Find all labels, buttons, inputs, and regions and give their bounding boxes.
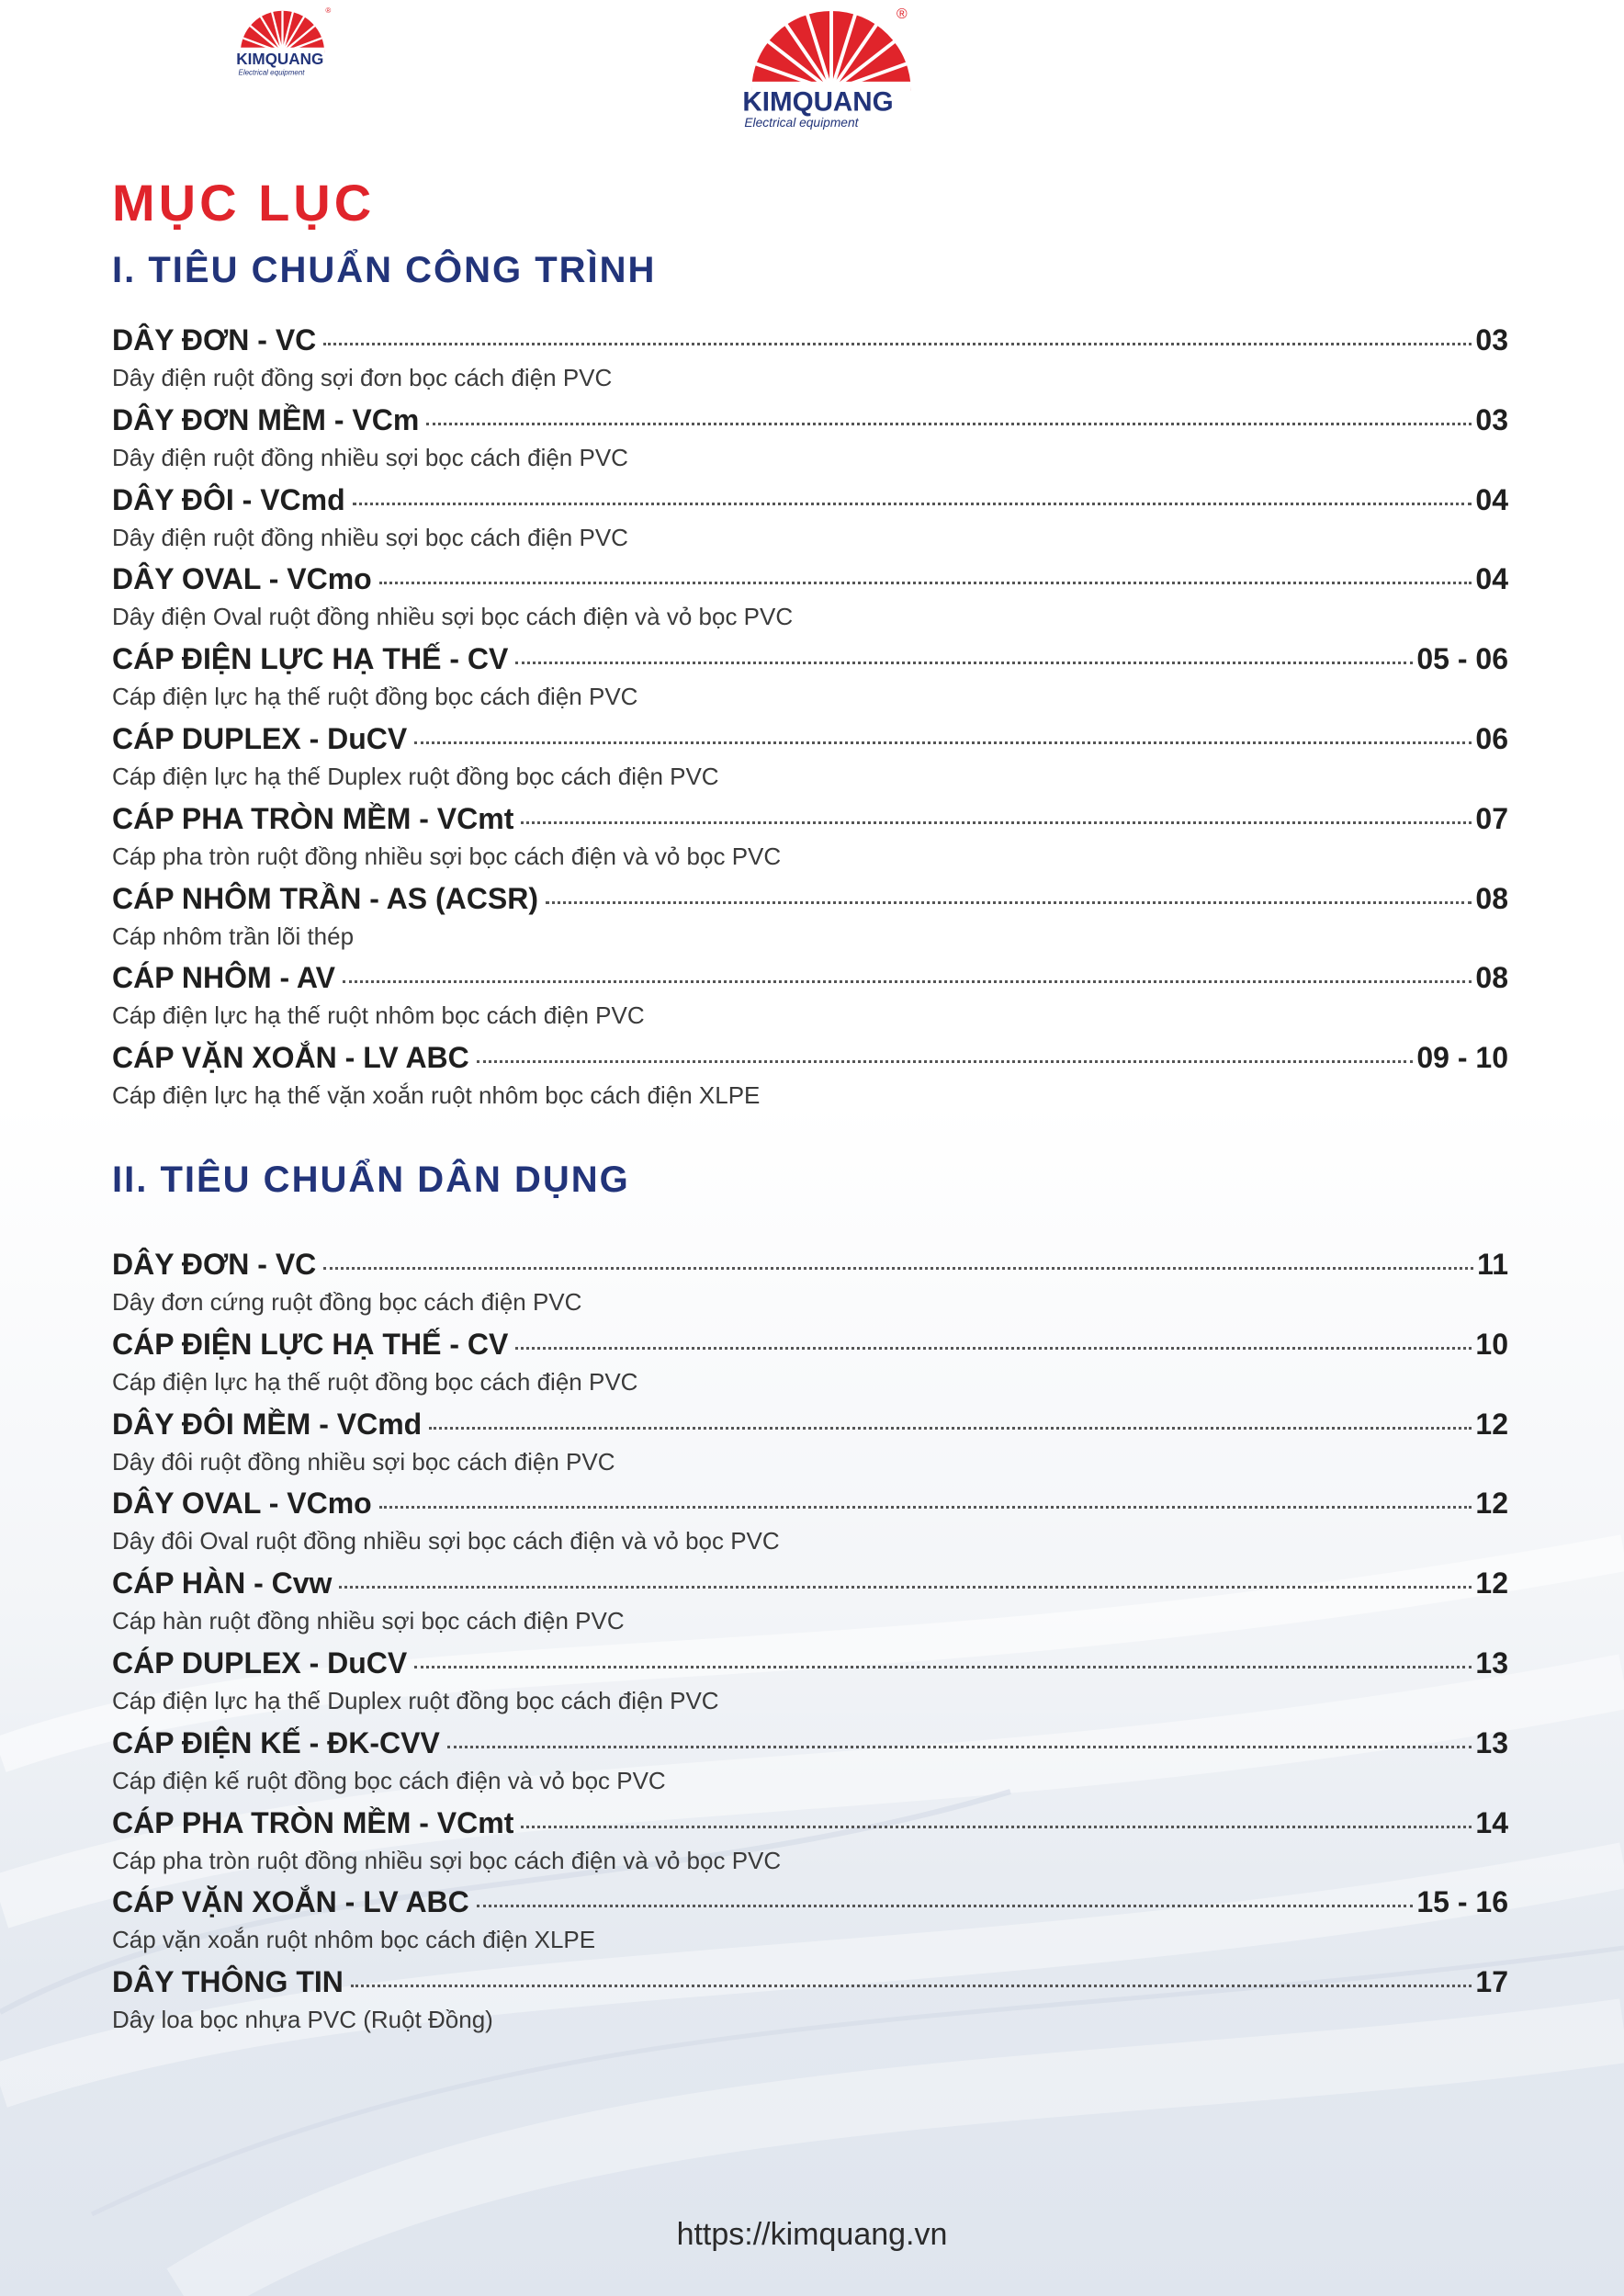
entry-page-number: 12	[1475, 1487, 1508, 1521]
dot-leader	[477, 1905, 1414, 1907]
toc-entry[interactable]	[112, 403, 1508, 483]
entry-description: Dây điện Oval ruột đồng nhiều sợi bọc cách điện và vỏ bọc PVC	[112, 603, 794, 631]
entry-page-number: 12	[1475, 1566, 1508, 1600]
dot-leader	[353, 503, 1472, 505]
entry-title: CÁP PHA TRÒN MỀM - VCmt	[112, 801, 514, 835]
toc-entry[interactable]	[112, 961, 1508, 1041]
section-title-dan-dung: II. TIÊU CHUẨN DÂN DỤNG	[112, 1159, 630, 1200]
entry-title: CÁP NHÔM TRẦN - AS (ACSR)	[112, 881, 538, 915]
entry-page-number: 09 - 10	[1416, 1041, 1508, 1075]
entry-description: Cáp điện lực hạ thế ruột đồng bọc cách điện PVC	[112, 683, 638, 711]
kimquang-logo-small	[230, 6, 335, 79]
toc-entry[interactable]	[112, 1328, 1508, 1408]
entry-title: CÁP DUPLEX - DuCV	[112, 721, 408, 755]
entry-description: Dây điện ruột đồng nhiều sợi bọc cách điện PVC	[112, 523, 628, 551]
entry-title: DÂY ĐÔI MỀM - VCmd	[112, 1407, 423, 1441]
entry-description: Cáp vặn xoắn ruột nhôm bọc cách điện XLPE	[112, 1926, 596, 1954]
entry-description: Dây đơn cứng ruột đồng bọc cách điện PVC	[112, 1288, 582, 1316]
toc-entry[interactable]	[112, 802, 1508, 882]
logo-wordmark: KIMQUANG	[236, 49, 324, 68]
toc-entry[interactable]	[112, 1646, 1508, 1726]
logo-tagline: Electrical equipment	[238, 68, 305, 77]
entry-title: DÂY ĐƠN - VC	[112, 1248, 317, 1281]
entry-page-number: 12	[1475, 1407, 1508, 1441]
dot-leader	[429, 1427, 1472, 1430]
entry-page-number: 13	[1475, 1646, 1508, 1680]
section-title-cong-trinh: I. TIÊU CHUẨN CÔNG TRÌNH	[112, 250, 657, 290]
entry-description: Cáp điện lực hạ thế vặn xoắn ruột nhôm bọc cách điện XLPE	[112, 1081, 761, 1110]
toc-entry[interactable]	[112, 483, 1508, 563]
dot-leader	[379, 582, 1472, 584]
toc-entry[interactable]	[112, 1487, 1508, 1566]
dot-leader	[323, 1267, 1473, 1270]
logo-tagline: Electrical equipment	[744, 116, 859, 130]
entry-description: Cáp điện lực hạ thế Duplex ruột đồng bọc cách điện PVC	[112, 1686, 719, 1714]
toc-entry[interactable]	[112, 642, 1508, 722]
toc-entry[interactable]	[112, 1726, 1508, 1806]
dot-leader	[515, 662, 1413, 664]
entry-description: Dây điện ruột đồng sợi đơn bọc cách điện PVC	[112, 364, 613, 391]
entry-page-number: 03	[1475, 323, 1508, 356]
entry-title: CÁP ĐIỆN LỰC HẠ THẾ - CV	[112, 1327, 509, 1361]
entry-page-number: 03	[1475, 402, 1508, 436]
entry-page-number: 10	[1475, 1327, 1508, 1361]
registered-mark: ®	[325, 6, 332, 15]
entry-description: Dây đôi Oval ruột đồng nhiều sợi bọc cách điện và vỏ bọc PVC	[112, 1527, 780, 1555]
footer-website-link[interactable]: https://kimquang.vn	[676, 2217, 948, 2252]
entry-description: Cáp điện lực hạ thế ruột nhôm bọc cách điện PVC	[112, 1001, 645, 1030]
dot-leader	[414, 741, 1472, 744]
entry-page-number: 08	[1475, 961, 1508, 995]
entry-page-number: 14	[1475, 1805, 1508, 1839]
entry-title: CÁP NHÔM - AV	[112, 961, 335, 995]
toc-entry[interactable]	[112, 722, 1508, 802]
entry-description: Cáp hàn ruột đồng nhiều sợi bọc cách điện PVC	[112, 1607, 625, 1635]
entry-page-number: 13	[1475, 1725, 1508, 1759]
dot-leader	[521, 1826, 1472, 1828]
entry-page-number: 04	[1475, 562, 1508, 596]
kimquang-logo-large	[739, 7, 923, 134]
entry-description: Dây điện ruột đồng nhiều sợi bọc cách điện PVC	[112, 443, 628, 471]
toc-entry[interactable]	[112, 1806, 1508, 1886]
entry-title: CÁP ĐIỆN KẾ - ĐK-CVV	[112, 1725, 440, 1759]
entry-title: DÂY OVAL - VCmo	[112, 1487, 372, 1521]
dot-leader	[426, 423, 1472, 425]
toc-entry[interactable]	[112, 562, 1508, 642]
entry-title: DÂY OVAL - VCmo	[112, 562, 372, 596]
logo-sunburst-icon	[241, 11, 324, 55]
entry-description: Cáp điện lực hạ thế ruột đồng bọc cách điện PVC	[112, 1367, 638, 1396]
entry-description: Dây đôi ruột đồng nhiều sợi bọc cách điện PVC	[112, 1447, 615, 1476]
entry-page-number: 04	[1475, 482, 1508, 516]
entry-title: DÂY ĐƠN - VC	[112, 323, 317, 356]
entry-title: CÁP DUPLEX - DuCV	[112, 1646, 408, 1680]
entry-title: CÁP VẶN XOẮN - LV ABC	[112, 1885, 469, 1919]
toc-entry[interactable]	[112, 1041, 1508, 1121]
entry-title: DÂY THÔNG TIN	[112, 1965, 344, 1999]
entry-title: DÂY ĐƠN MỀM - VCm	[112, 402, 420, 436]
toc-entry[interactable]	[112, 1566, 1508, 1646]
entry-title: CÁP PHA TRÒN MỀM - VCmt	[112, 1805, 514, 1839]
toc-entry[interactable]	[112, 1965, 1508, 2045]
logo-wordmark: KIMQUANG	[742, 86, 894, 118]
entry-title: CÁP ĐIỆN LỰC HẠ THẾ - CV	[112, 642, 509, 676]
dot-leader	[414, 1666, 1472, 1668]
entry-description: Cáp pha tròn ruột đồng nhiều sợi bọc cách điện và vỏ bọc PVC	[112, 1846, 782, 1874]
toc-list-cong-trinh	[112, 323, 1508, 1121]
dot-leader	[447, 1746, 1472, 1748]
registered-mark: ®	[896, 7, 908, 22]
dot-leader	[515, 1347, 1472, 1350]
dot-leader	[477, 1060, 1414, 1063]
entry-page-number: 06	[1475, 721, 1508, 755]
entry-page-number: 08	[1475, 881, 1508, 915]
entry-page-number: 17	[1475, 1965, 1508, 1999]
toc-title: MỤC LỤC	[112, 174, 376, 232]
dot-leader	[546, 901, 1472, 904]
toc-entry[interactable]	[112, 323, 1508, 403]
entry-page-number: 11	[1477, 1248, 1508, 1281]
dot-leader	[351, 1985, 1472, 1987]
dot-leader	[339, 1586, 1472, 1589]
entry-title: DÂY ĐÔI - VCmd	[112, 482, 345, 516]
entry-description: Cáp nhôm trần lõi thép	[112, 922, 355, 950]
toc-list-dan-dung	[112, 1248, 1508, 2045]
entry-page-number: 05 - 06	[1416, 642, 1508, 676]
entry-title: CÁP VẶN XOẮN - LV ABC	[112, 1041, 469, 1075]
dot-leader	[343, 980, 1472, 983]
toc-entry[interactable]	[112, 1248, 1508, 1328]
toc-entry[interactable]	[112, 1408, 1508, 1487]
entry-description: Cáp điện kế ruột đồng bọc cách điện và vỏ bọc PVC	[112, 1766, 666, 1794]
entry-description: Cáp điện lực hạ thế Duplex ruột đồng bọc cách điện PVC	[112, 762, 719, 790]
dot-leader	[521, 821, 1472, 824]
toc-entry[interactable]	[112, 1885, 1508, 1965]
logo-sunburst-icon	[751, 11, 910, 95]
dot-leader	[323, 343, 1472, 345]
entry-description: Cáp pha tròn ruột đồng nhiều sợi bọc cách điện và vỏ bọc PVC	[112, 842, 782, 870]
entry-page-number: 07	[1475, 801, 1508, 835]
dot-leader	[379, 1506, 1472, 1509]
toc-entry[interactable]	[112, 882, 1508, 962]
entry-title: CÁP HÀN - Cvw	[112, 1566, 333, 1600]
entry-description: Dây loa bọc nhựa PVC (Ruột Đồng)	[112, 2006, 493, 2034]
entry-page-number: 15 - 16	[1416, 1885, 1508, 1919]
